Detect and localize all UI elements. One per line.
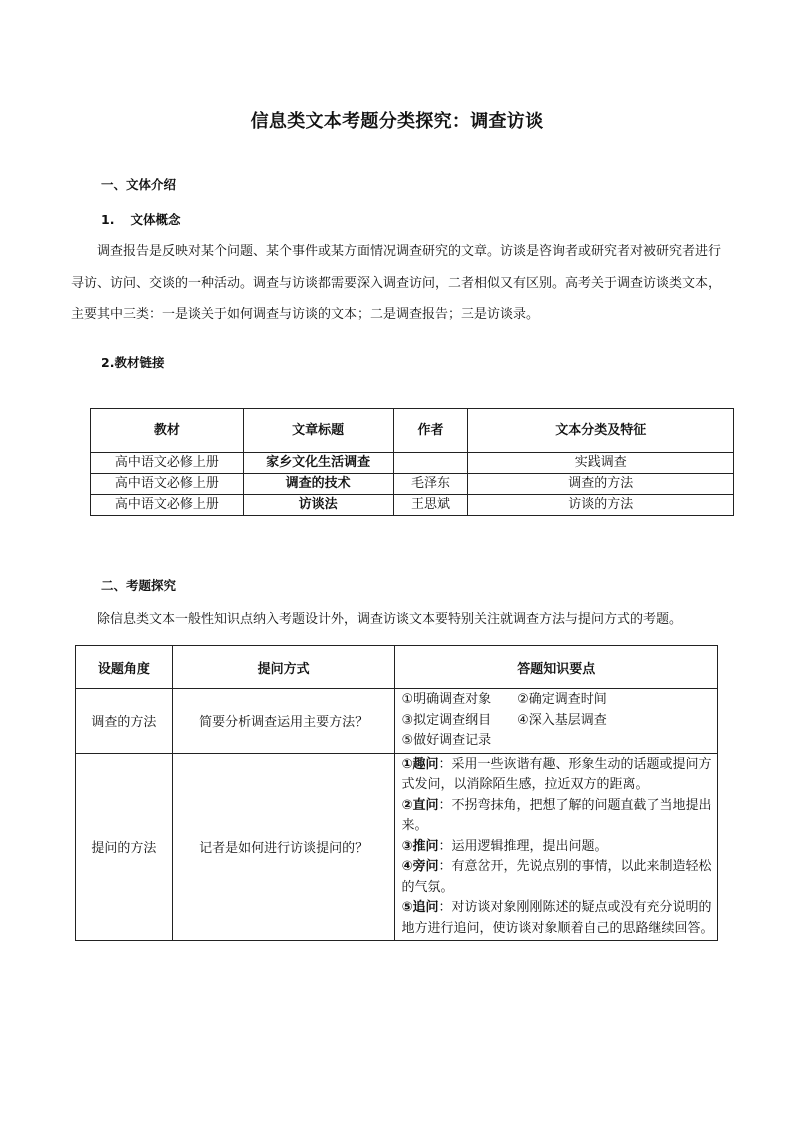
- subsection2-heading: 2.教材链接: [101, 355, 165, 370]
- answer-point-term: ⑤追问: [401, 900, 439, 915]
- answer-point: ①明确调查对象: [401, 692, 492, 707]
- answer-point: [401, 755, 715, 796]
- answer-point-term: ④旁问: [401, 859, 439, 874]
- table-row: [76, 689, 718, 754]
- table-cell: 高中语文必修上册: [91, 495, 244, 516]
- section2-paragraph: 除信息类文本一般性知识点纳入考题设计外，调查访谈文本要特别关注就调查方法与提问方式的考题。: [97, 612, 683, 627]
- table-header-row: [76, 646, 718, 689]
- answer-point: ④深入基层调查: [517, 712, 607, 728]
- section2-heading: 二、考题探究: [101, 578, 177, 593]
- section1-paragraph: 调查报告是反映对某个问题、某个事件或某方面情况调查研究的文章。访谈是咨询者或研究者对被研究者进行寻访、访问、交谈的一种活动。调查与访谈都需要深入调查访问，二者相似又有区别。高考关于调查访谈类文本，主要其中三类：一是谈关于如何调查与访谈的文本；二是调查报告；三是访谈录。: [71, 244, 722, 322]
- answer-point: ⑤做好调查记录: [401, 733, 492, 748]
- answer-point-text: ：有意岔开，先说点别的事情，以此来制造轻松的气氛。: [401, 859, 712, 895]
- table-row: [91, 474, 734, 495]
- answer-point-term: ①趣问: [401, 756, 439, 772]
- table-cell: 调查的技术: [243, 474, 393, 495]
- answer-point-text: ：不拐弯抹角，把想了解的问题直截了当地提出来。: [401, 797, 712, 833]
- subsection1-heading: [101, 210, 180, 228]
- table-header-cell: 文章标题: [243, 409, 393, 453]
- section1-heading: 一、文体介绍: [101, 177, 177, 192]
- table-cell: 访谈的方法: [468, 495, 734, 516]
- answer-points-cell: [395, 753, 718, 941]
- table-header-cell: 作者: [393, 409, 468, 453]
- table-header-cell: 答题知识要点: [395, 646, 718, 689]
- answer-point: [401, 796, 715, 837]
- answer-point: [401, 857, 715, 898]
- table-header-cell: 提问方式: [172, 646, 395, 689]
- table-header-cell: 教材: [91, 409, 244, 453]
- answer-point-term: ③推问: [401, 838, 439, 854]
- answer-point-line: [401, 731, 715, 752]
- answer-point: [401, 898, 715, 939]
- answer-point: ②确定调查时间: [517, 692, 607, 707]
- answer-point-line: [401, 690, 715, 711]
- table-cell: 王思斌: [393, 495, 468, 516]
- question-table: [75, 645, 718, 941]
- answer-point: ③拟定调查纲目: [401, 712, 492, 728]
- table-cell: 实践调查: [468, 453, 734, 474]
- answer-point-text: ：运用逻辑推理，提出问题。: [438, 838, 608, 854]
- answer-point-text: ：采用一些诙谐有趣、形象生动的话题或提问方式发问，以消除陌生感，拉近双方的距离。: [401, 756, 712, 792]
- question-style-cell: 记者是如何进行访谈提问的？: [172, 753, 395, 941]
- table-cell: 调查的方法: [468, 474, 734, 495]
- table-cell: 高中语文必修上册: [91, 474, 244, 495]
- table-header-row: [91, 409, 734, 453]
- question-angle-cell: 调查的方法: [76, 689, 173, 754]
- table-cell: 高中语文必修上册: [91, 453, 244, 474]
- table-row: [91, 453, 734, 474]
- textbook-table: [90, 408, 734, 516]
- table-cell: 访谈法: [243, 495, 393, 516]
- table-cell: 毛泽东: [393, 474, 468, 495]
- answer-points-cell: [395, 689, 718, 754]
- table-row: [76, 753, 718, 941]
- answer-point-text: ：对访谈对象刚刚陈述的疑点或没有充分说明的地方进行追问，使访谈对象顺着自己的思路继续回答。: [401, 900, 714, 936]
- subsection1-label: 文体概念: [130, 212, 181, 227]
- answer-point: [401, 837, 715, 858]
- table-row: [91, 495, 734, 516]
- table-cell: [393, 453, 468, 474]
- question-angle-cell: 提问的方法: [76, 753, 173, 941]
- table-header-cell: 设题角度: [76, 646, 173, 689]
- subsection1-number: 1.: [101, 212, 115, 227]
- answer-point-line: [401, 711, 715, 732]
- page-title: 信息类文本考题分类探究：调查访谈: [250, 111, 544, 132]
- table-cell: 家乡文化生活调查: [243, 453, 393, 474]
- answer-point-term: ②直问: [401, 797, 439, 813]
- table-header-cell: 文本分类及特征: [468, 409, 734, 453]
- question-style-cell: 简要分析调查运用主要方法？: [172, 689, 395, 754]
